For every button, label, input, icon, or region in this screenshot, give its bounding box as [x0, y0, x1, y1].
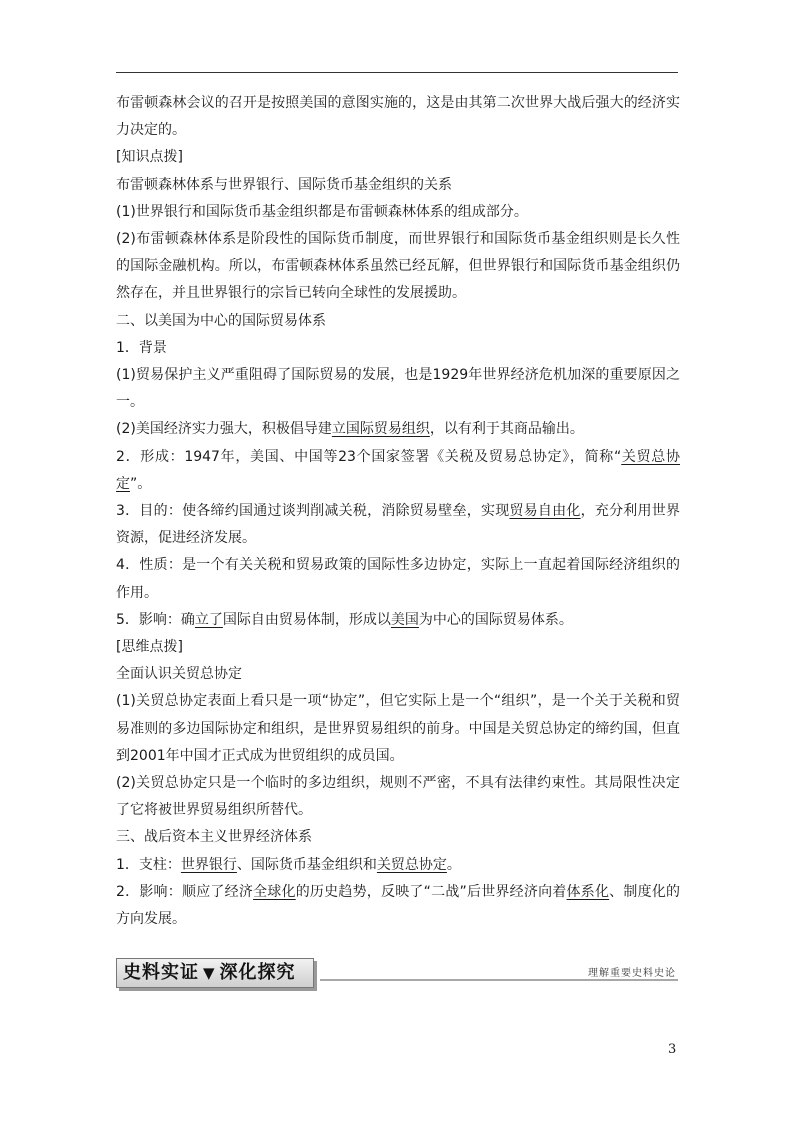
key-term: 关贸总协定	[116, 448, 680, 492]
subheading: 1．背景	[116, 339, 167, 356]
paragraph: 4．性质：是一个有关关税和贸易政策的国际性多边协定，实际上一直起着国际经济组织的作用。	[116, 557, 680, 601]
paragraph	[116, 444, 680, 498]
text: ，以有利于其商品输出。	[429, 421, 584, 438]
paragraph: (1)贸易保护主义严重阻碍了国际贸易的发展，也是1929年世界经济危机加深的重要原因之一。	[116, 367, 680, 411]
paragraph: (2)关贸总协定只是一个临时的多边组织，规则不严密，不具有法律约束性。其局限性决定了它将被世界贸易组织所替代。	[116, 775, 680, 819]
paragraph	[116, 607, 680, 634]
text: 3．目的：使各缔约国通过谈判削减关税，消除贸易壁垒，实现	[116, 503, 510, 520]
key-term: 美国	[390, 611, 419, 628]
text: 2．形成：1947年，美国、中国等23个国家签署《关税及贸易总协定》，简称“	[116, 448, 622, 465]
banner-left-text: 史料实证	[123, 962, 199, 983]
paragraph	[116, 879, 680, 933]
subheading: 布雷顿森林体系与世界银行、国际货币基金组织的关系	[116, 176, 452, 193]
text: 1．支柱：	[116, 856, 181, 873]
text: 的历史趋势，反映了“二战”后世界经济向着	[295, 883, 567, 900]
section-tag: [知识点拨]	[116, 149, 183, 166]
banner-title	[116, 958, 314, 988]
key-term: 世界银行	[180, 856, 237, 873]
text: 2．影响：顺应了经济	[116, 883, 254, 900]
banner-right-text: 深化探究	[219, 962, 296, 983]
paragraph	[116, 498, 680, 552]
banner-rule	[320, 979, 678, 981]
page-number: 3	[668, 1042, 677, 1057]
key-term: 关贸总协定	[376, 856, 447, 873]
document-body	[116, 90, 680, 933]
text: 、制度化的方向发展。	[116, 883, 681, 928]
text: ，充分利用世界资源，促进经济发展。	[116, 503, 681, 547]
section-heading: 二、以美国为中心的国际贸易体系	[116, 312, 326, 329]
paragraph: (1)世界银行和国际货币基金组织都是布雷顿森林体系的组成部分。	[116, 203, 528, 220]
section-banner	[116, 956, 678, 990]
key-term: 贸易自由化	[509, 503, 581, 520]
key-term: 体系化	[566, 883, 610, 900]
text: 为中心的国际贸易体系。	[418, 611, 573, 628]
key-term: 全球化	[253, 883, 296, 900]
triangle-down-icon: ▼	[203, 964, 216, 982]
paragraph: (1)关贸总协定表面上看只是一项“协定”，但它实际上是一个“组织”，是一个关于关税和贸易准则的多边国际协定和组织，是世界贸易组织的前身。中国是关贸总协定的缔约国，但直到2001年中国才正式成为世贸组织的成员国。	[116, 693, 680, 764]
text: 国际自由贸易体制，形成以	[222, 611, 391, 628]
text: (2)美国经济实力强大，积极倡导建	[116, 421, 332, 438]
key-term: 立了	[194, 611, 223, 628]
text: 5．影响：确	[116, 611, 195, 628]
section-heading: 三、战后资本主义世界经济体系	[116, 829, 312, 846]
text: 、国际货币基金组织和	[236, 856, 377, 873]
banner-subtitle: 理解重要史料史论	[588, 968, 676, 979]
paragraph	[116, 852, 680, 879]
paragraph: (2)布雷顿森林体系是阶段性的国际货币制度，而世界银行和国际货币基金组织则是长久性的国际金融机构。所以，布雷顿森林体系虽然已经瓦解，但世界银行和国际货币基金组织仍然存在，并且世界银行的宗旨已转向全球性的发展援助。	[116, 231, 680, 302]
key-term: 立国际贸易组织	[331, 421, 430, 438]
text: ”。	[130, 475, 152, 492]
section-tag: [思维点拨]	[116, 639, 183, 656]
paragraph	[116, 416, 680, 443]
header-rule	[116, 72, 678, 73]
subheading: 全面认识关贸总协定	[116, 666, 242, 683]
text: 。	[446, 856, 461, 873]
paragraph: 布雷顿森林会议的召开是按照美国的意图实施的，这是由其第二次世界大战后强大的经济实力决定的。	[116, 95, 680, 139]
